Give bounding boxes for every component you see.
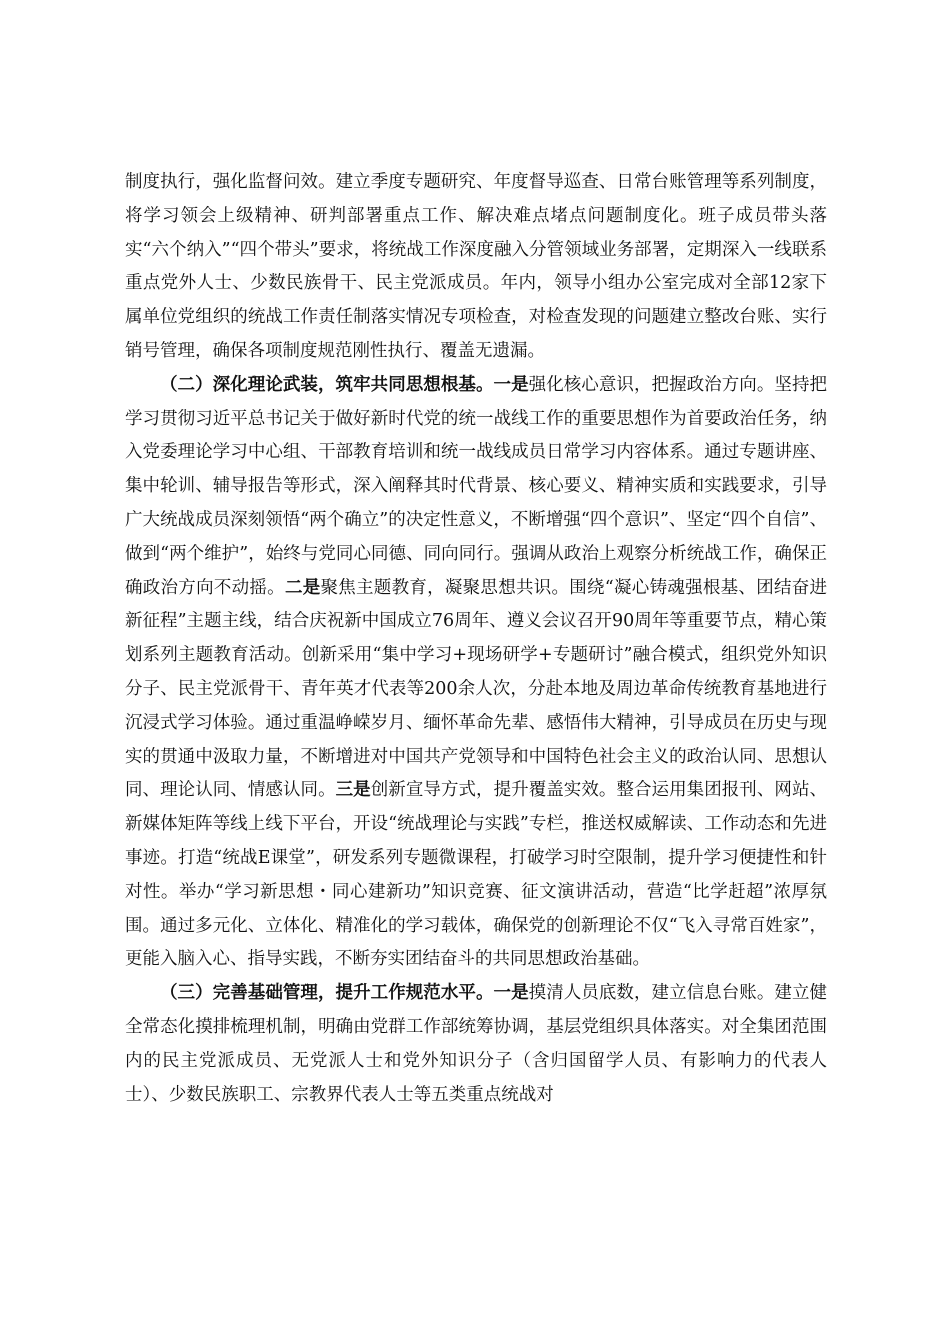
section-heading-2: （二）深化理论武装，筑牢共同思想根基。 xyxy=(160,374,494,395)
point-label-3: 三是 xyxy=(335,780,371,801)
paragraph-basic-management xyxy=(125,977,827,1112)
point-label-1: 一是 xyxy=(493,983,529,1004)
point-label-1: 一是 xyxy=(493,374,529,395)
paragraph-institution-execution xyxy=(125,166,827,369)
section-heading-3: （三）完善基础管理，提升工作规范水平。 xyxy=(160,983,494,1004)
text-run: 摸清人员底数，建立信息台账。建立健全常态化摸排梳理机制，明确由党群工作部统筹协调，基层党组织具体落实。对全集团范围内的民主党派成员、无党派人士和党外知识分子（含归国留学人员、有影响力的代表人士）、少数民族职工、宗教界代表人士等五类重点统战对 xyxy=(125,983,828,1105)
document-body xyxy=(125,166,827,1112)
text-run: 聚焦主题教育，凝聚思想共识。围绕“凝心铸魂强根基、团结奋进新征程”主题主线，结合庆祝新中国成立76周年、遵义会议召开90周年等重要节点，精心策划系列主题教育活动。创新采用“集中学习+现场研学+专题研讨”融合模式，组织党外知识分子、民主党派骨干、青年英才代表等200余人次，分赴本地及周边革命传统教育基地进行沉浸式学习体验。通过重温峥嵘岁月、缅怀革命先辈、感悟伟大精神，引导成员在历史与现实的贯通中汲取力量，不断增进对中国共产党领导和中国特色社会主义的政治认同、思想认同、理论认同、情感认同。 xyxy=(125,577,828,801)
text-run: 创新宣导方式，提升覆盖实效。整合运用集团报刊、网站、新媒体矩阵等线上线下平台，开设“统战理论与实践”专栏，推送权威解读、工作动态和先进事迹。打造“统战E课堂”，研发系列专题微课程，打破学习时空限制，提升学习便捷性和针对性。举办“学习新思想・同心建新功”知识竞赛、征文演讲活动，营造“比学赶超”浓厚氛围。通过多元化、立体化、精准化的学习载体，确保党的创新理论不仅“飞入寻常百姓家”，更能入脑入心、指导实践，不断夯实团结奋斗的共同思想政治基础。 xyxy=(125,780,828,970)
text-run: 制度执行，强化监督问效。建立季度专题研究、年度督导巡查、日常台账管理等系列制度，将学习领会上级精神、研判部署重点工作、解决难点堵点问题制度化。班子成员带头落实“六个纳入”“四个带头”要求，将统战工作深度融入分管领域业务部署，定期深入一线联系重点党外人士、少数民族骨干、民主党派成员。年内，领导小组办公室完成对全部12家下属单位党组织的统战工作责任制落实情况专项检查，对检查发现的问题建立整改台账、实行销号管理，确保各项制度规范刚性执行、覆盖无遗漏。 xyxy=(125,172,827,361)
text-run: 强化核心意识，把握政治方向。坚持把学习贯彻习近平总书记关于做好新时代党的统一战线工作的重要思想作为首要政治任务，纳入党委理论学习中心组、干部教育培训和统一战线成员日常学习内容体系。通过专题讲座、集中轮训、辅导报告等形式，深入阐释其时代背景、核心要义、精神实质和实践要求，引导广大统战成员深刻领悟“两个确立”的决定性意义，不断增强“四个意识”、坚定“四个自信”、做到“两个维护”，始终与党同心同德、同向同行。强调从政治上观察分析统战工作，确保正确政治方向不动摇。 xyxy=(125,374,828,598)
point-label-2: 二是 xyxy=(284,577,321,598)
paragraph-theory-armament xyxy=(125,369,827,977)
